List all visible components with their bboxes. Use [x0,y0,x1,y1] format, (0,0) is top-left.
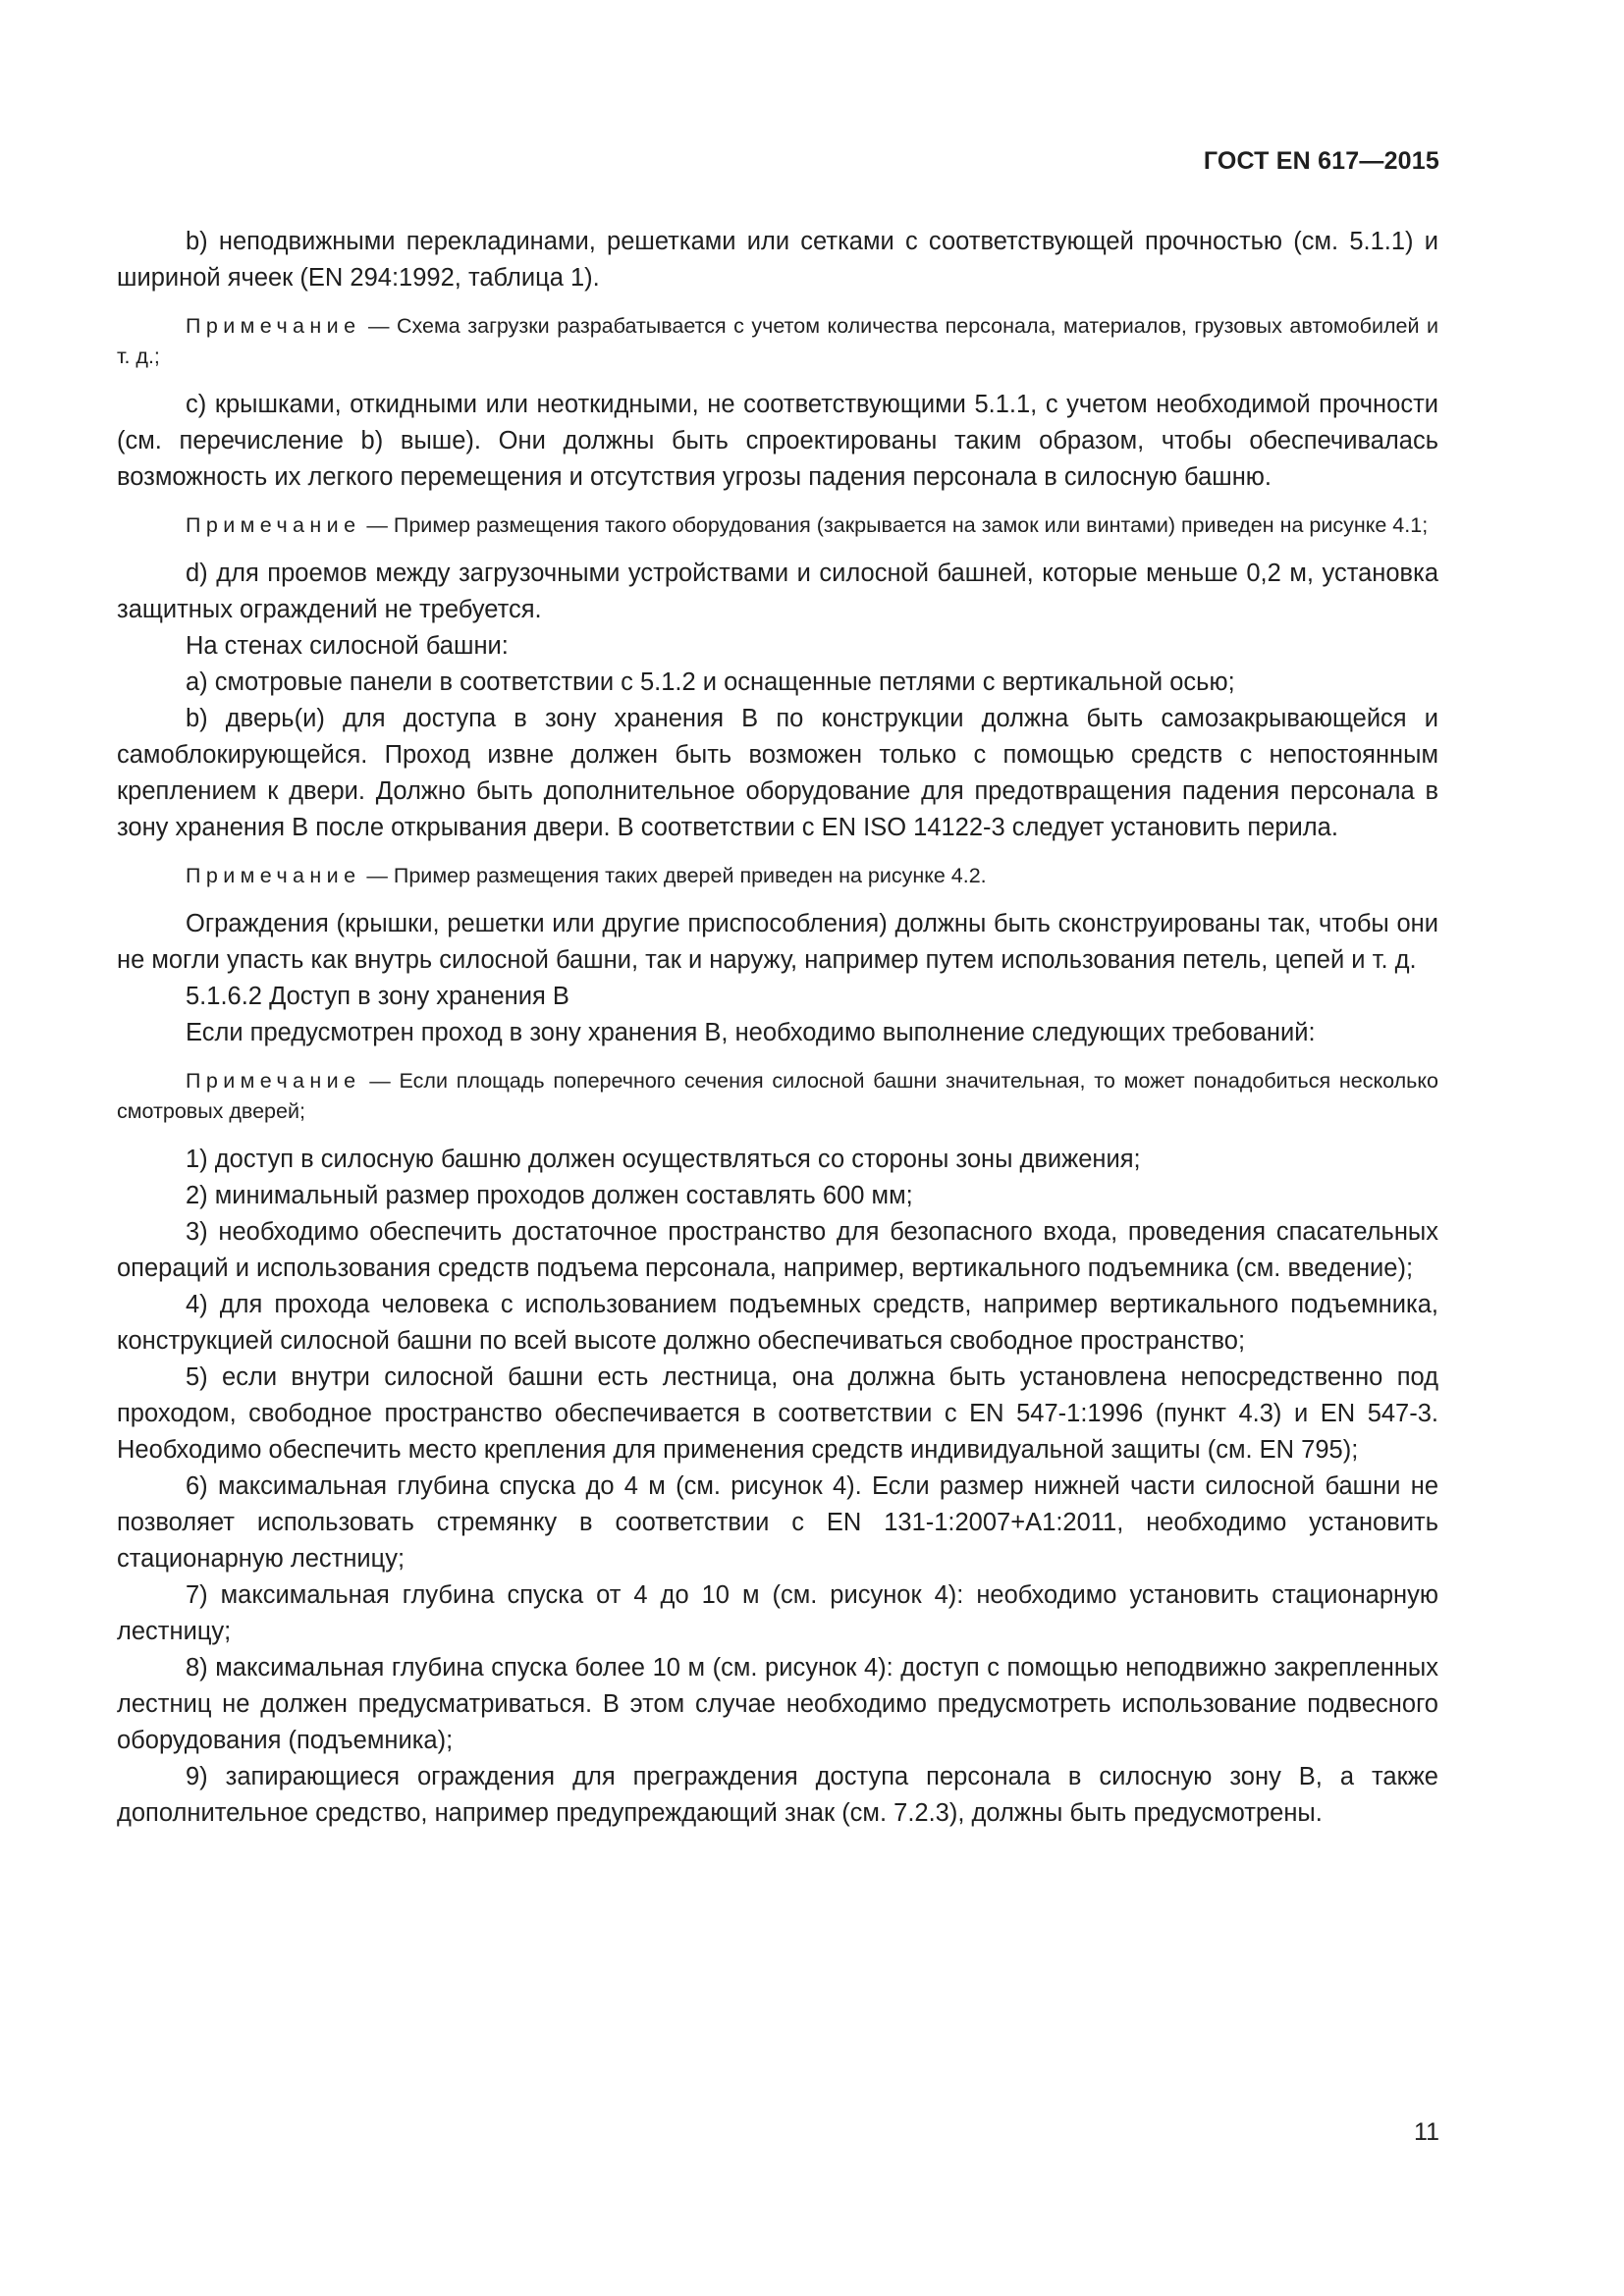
note [117,861,1438,891]
note-label: Примечание [186,513,361,537]
note-text: — Если площадь поперечного сечения силосной башни значительная, то может понадобиться несколько смотровых дверей; [117,1069,1438,1123]
list-item: а) смотровые панели в соответствии с 5.1.2 и оснащенные петлями с вертикальной осью; [186,668,1235,696]
paragraph: d) для проемов между загрузочными устройствами и силосной башней, которые меньше 0,2 м, установка защитных ограждений не требуется. [117,560,1438,623]
page-number: 11 [1414,2118,1439,2146]
note-text: — Схема загрузки разрабатывается с учетом количества персонала, материалов, грузовых автомобилей и т. д.; [117,314,1438,368]
section-heading: 5.1.6.2 Доступ в зону хранения В [186,983,569,1010]
paragraph: Ограждения (крышки, решетки или другие приспособления) должны быть сконструированы так, чтобы они не могли упасть как внутрь силосной башни, так и наружу, например путем использования петель, цепей и т. д. [117,910,1438,974]
note [117,1066,1438,1127]
note [117,510,1438,541]
paragraph: Если предусмотрен проход в зону хранения В, необходимо выполнение следующих требований: [186,1019,1316,1046]
list-item: 9) запирающиеся ограждения для преграждения доступа персонала в силосную зону В, а также дополнительное средство, например предупреждающий знак (см. 7.2.3), должны быть предусмотрены. [117,1763,1438,1827]
list-item: 6) максимальная глубина спуска до 4 м (см. рисунок 4). Если размер нижней части силосной башни не позволяет использовать стремянку в соответствии с EN 131-1:2007+А1:2011, необходимо установить стационарную лестницу; [117,1472,1438,1573]
note-label: Примечание [186,1069,361,1093]
list-item: b) дверь(и) для доступа в зону хранения В по конструкции должна быть самозакрывающейся и самоблокирующейся. Проход извне должен быть возможен только с помощью средств с непостоянным креплением к двери. Должно быть дополнительное оборудование для предотвращения падения персонала в зону хранения В после открывания двери. В соответствии с EN ISO 14122-3 следует установить перила. [117,705,1438,841]
list-item: 1) доступ в силосную башню должен осуществляться со стороны зоны движения; [186,1146,1141,1173]
list-item: 7) максимальная глубина спуска от 4 до 10 м (см. рисунок 4): необходимо установить стационарную лестницу; [117,1581,1438,1645]
list-item: 4) для прохода человека с использованием подъемных средств, например вертикального подъемника, конструкцией силосной башни по всей высоте должно обеспечиваться свободное пространство; [117,1291,1438,1355]
document-body [117,224,1438,1832]
paragraph: На стенах силосной башни: [186,632,509,660]
note-label: Примечание [186,864,361,887]
list-item: 8) максимальная глубина спуска более 10 м (см. рисунок 4): доступ с помощью неподвижно закрепленных лестниц не должен предусматриваться. В этом случае необходимо предусмотреть использование подвесного оборудования (подъемника); [117,1654,1438,1754]
document-header: ГОСТ EN 617—2015 [1203,147,1439,175]
paragraph: b) неподвижными перекладинами, решетками или сетками с соответствующей прочностью (см. 5.1.1) и шириной ячеек (EN 294:1992, таблица 1). [117,228,1438,292]
note [117,311,1438,372]
note-text: — Пример размещения такого оборудования (закрывается на замок или винтами) приведен на рисунке 4.1; [360,513,1429,537]
paragraph: с) крышками, откидными или неоткидными, не соответствующими 5.1.1, с учетом необходимой прочности (см. перечисление b) выше). Они должны быть спроектированы таким образом, чтобы обеспечивалась возможность их легкого перемещения и отсутствия угрозы падения персонала в силосную башню. [117,391,1438,491]
list-item: 3) необходимо обеспечить достаточное пространство для безопасного входа, проведения спасательных операций и использования средств подъема персонала, например, вертикального подъемника (см. введение); [117,1218,1438,1282]
note-label: Примечание [186,314,361,338]
list-item: 5) если внутри силосной башни есть лестница, она должна быть установлена непосредственно под проходом, свободное пространство обеспечивается в соответствии с EN 547-1:1996 (пункт 4.3) и EN 547-3. Необходимо обеспечить место крепления для применения средств индивидуальной защиты (см. EN 795); [117,1363,1438,1464]
note-text: — Пример размещения таких дверей приведен на рисунке 4.2. [360,864,987,887]
list-item: 2) минимальный размер проходов должен составлять 600 мм; [186,1182,913,1209]
